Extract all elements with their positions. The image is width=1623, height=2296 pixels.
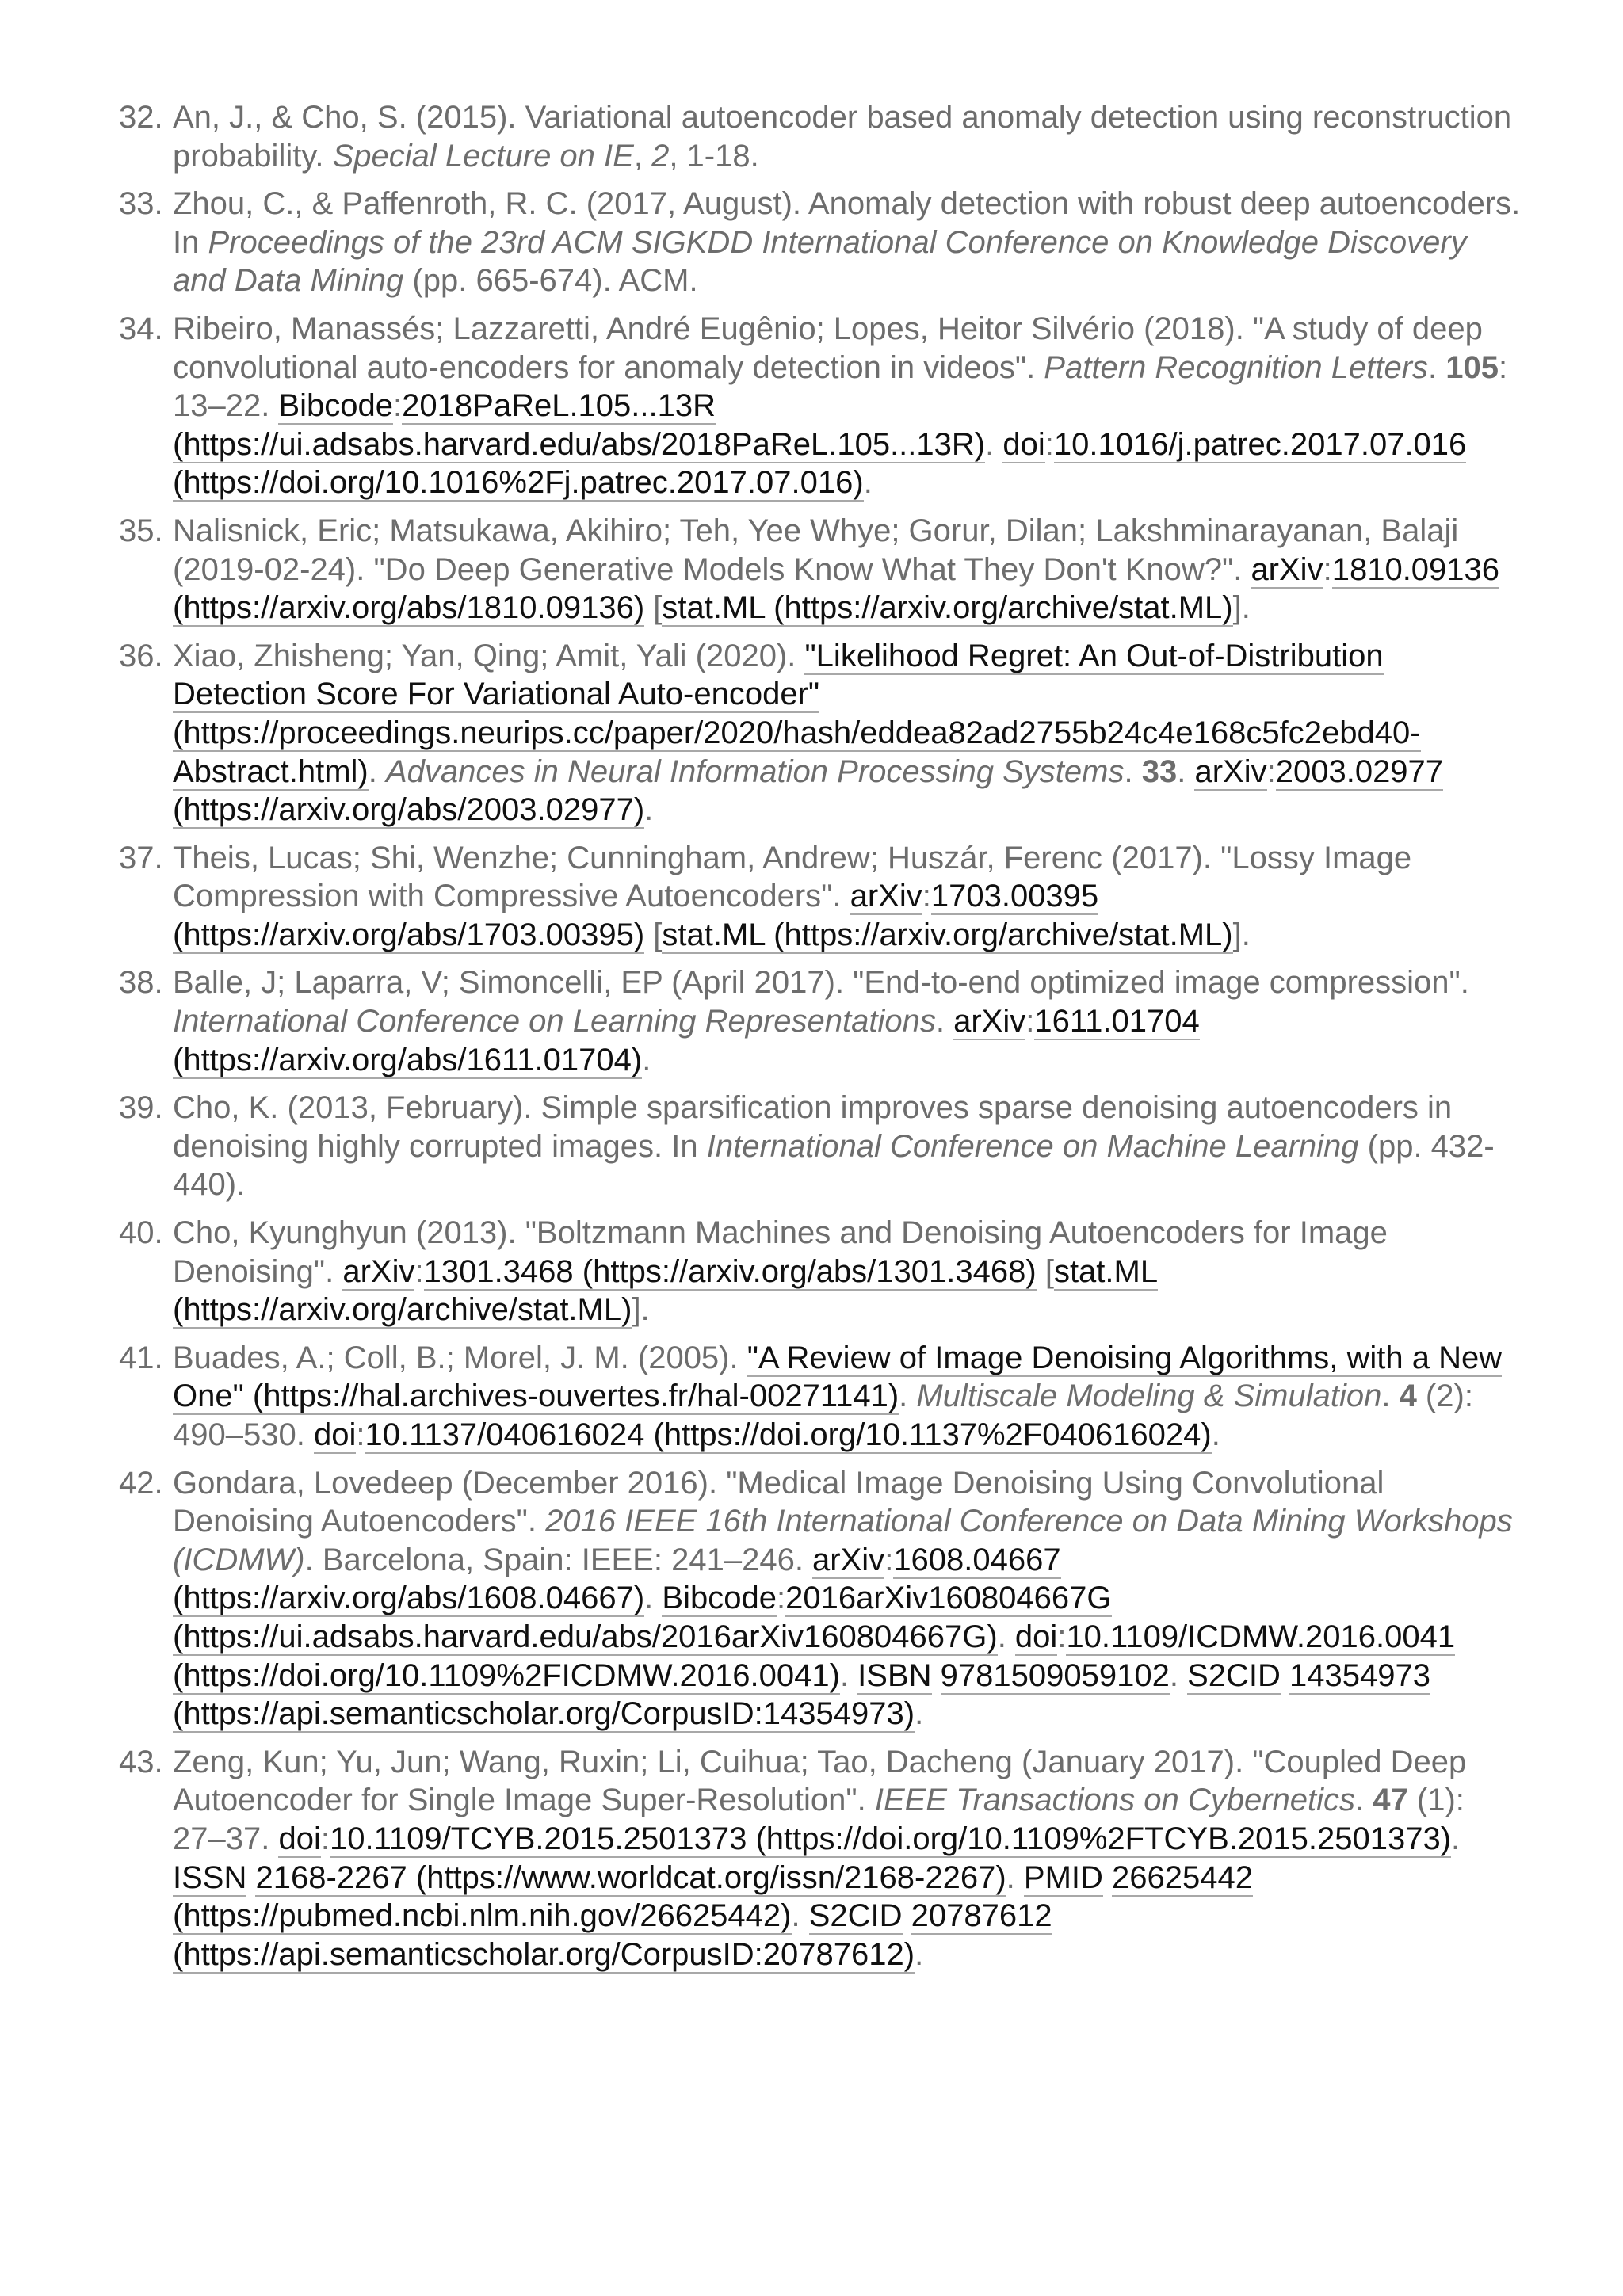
reference-link[interactable]: 1608.04667 (https://arxiv.org/abs/1608.04667) xyxy=(173,1542,1061,1616)
reference-text: Theis, Lucas; Shi, Wenzhe; Cunningham, Andrew; Huszár, Ferenc (2017). "Lossy Image Compression with Compressive Autoencoders". xyxy=(173,840,1412,914)
reference-link[interactable]: Bibcode xyxy=(662,1581,777,1616)
reference-venue-text: Advances in Neural Information Processing Systems xyxy=(385,753,1125,789)
reference-link[interactable]: 1611.01704 (https://arxiv.org/abs/1611.01704) xyxy=(173,1004,1200,1077)
reference-text: : xyxy=(1266,753,1276,789)
reference-venue-text: Proceedings of the 23rd ACM SIGKDD International Conference on Knowledge Discovery and Data Mining xyxy=(173,224,1467,299)
reference-item xyxy=(119,1743,1522,1974)
reference-text: . xyxy=(1124,753,1142,789)
reference-text: . xyxy=(1006,1859,1024,1895)
reference-number: 39. xyxy=(119,1090,163,1126)
reference-item xyxy=(119,963,1522,1079)
reference-text: . xyxy=(644,1581,663,1616)
reference-volume-text: 105 xyxy=(1445,349,1499,385)
reference-text: : xyxy=(414,1253,424,1289)
reference-text: . xyxy=(985,426,1003,462)
reference-number: 43. xyxy=(119,1744,163,1779)
reference-text: Cho, Kyunghyun (2013). "Boltzmann Machines and Denoising Autoencoders for Image Denoising". xyxy=(173,1215,1388,1289)
reference-text: . xyxy=(1451,1821,1461,1856)
reference-text: : xyxy=(320,1821,330,1856)
reference-link[interactable]: 10.1016/j.patrec.2017.07.016 (https://doi.org/10.1016%2Fj.patrec.2017.07.016) xyxy=(173,426,1467,501)
reference-link[interactable]: 10.1109/TCYB.2015.2501373 (https://doi.org/10.1109%2FTCYB.2015.2501373) xyxy=(329,1821,1452,1856)
reference-text: ]. xyxy=(1232,917,1251,952)
reference-text: . xyxy=(915,1696,924,1732)
reference-link[interactable]: Bibcode xyxy=(278,388,394,424)
reference-link[interactable]: arXiv xyxy=(812,1542,885,1577)
reference-venue-text: 2016 IEEE 16th International Conference on Data Mining Workshops (ICDMW) xyxy=(173,1504,1513,1577)
reference-text: . xyxy=(839,1657,858,1693)
reference-text: ]. xyxy=(1232,590,1251,626)
reference-text: . xyxy=(1211,1417,1220,1452)
reference-text: : xyxy=(922,879,931,914)
reference-link[interactable]: S2CID xyxy=(1187,1657,1281,1693)
reference-item xyxy=(119,1339,1522,1455)
reference-link[interactable]: doi xyxy=(1002,426,1045,462)
reference-text: . xyxy=(644,792,654,828)
reference-venue-text: Multiscale Modeling & Simulation xyxy=(916,1379,1382,1414)
reference-link[interactable]: 10.1109/ICDMW.2016.0041 (https://doi.org/10.1109%2FICDMW.2016.0041) xyxy=(173,1619,1456,1693)
reference-link[interactable]: "A Review of Image Denoising Algorithms, with a New One" (https://hal.archives-ouvertes.fr/hal-00271141) xyxy=(173,1340,1503,1414)
reference-text: Ribeiro, Manassés; Lazzaretti, André Eugênio; Lopes, Heitor Silvério (2018). "A study of deep convolutional auto-encoders for anomaly detection in videos". xyxy=(173,311,1483,385)
reference-number: 35. xyxy=(119,513,163,548)
references-list xyxy=(119,98,1522,1983)
reference-text: . xyxy=(997,1619,1015,1654)
reference-text: (2): 490–530. xyxy=(173,1379,1473,1452)
reference-volume-text: 33 xyxy=(1141,753,1178,789)
reference-item xyxy=(119,98,1522,175)
reference-text: . xyxy=(935,1004,954,1039)
reference-text xyxy=(903,1898,911,1933)
reference-text: . xyxy=(863,465,873,501)
reference-item xyxy=(119,310,1522,502)
reference-venue-text: Pattern Recognition Letters xyxy=(1044,349,1429,385)
reference-link[interactable]: PMID xyxy=(1023,1859,1103,1895)
reference-text: , xyxy=(633,138,652,174)
reference-text: Zeng, Kun; Yu, Jun; Wang, Ruxin; Li, Cuihua; Tao, Dacheng (January 2017). "Coupled Deep Autoencoder for Single Image Super-Resolution". xyxy=(173,1744,1467,1818)
reference-link[interactable]: stat.ML (https://arxiv.org/archive/stat.ML) xyxy=(662,590,1233,626)
reference-item xyxy=(119,1089,1522,1204)
reference-text: : xyxy=(1057,1619,1067,1654)
reference-text: Gondara, Lovedeep (December 2016). "Medical Image Denoising Using Convolutional Denoising Autoencoders". xyxy=(173,1465,1384,1539)
reference-text: : xyxy=(1044,426,1054,462)
reference-link[interactable]: 20787612 (https://api.semanticscholar.org/CorpusID:20787612) xyxy=(173,1898,1052,1972)
reference-link[interactable]: arXiv xyxy=(1194,753,1267,789)
reference-venue-text: 2 xyxy=(651,138,670,174)
reference-link[interactable]: 1301.3468 (https://arxiv.org/abs/1301.3468) xyxy=(423,1253,1037,1289)
reference-link[interactable]: 1810.09136 (https://arxiv.org/abs/1810.09136) xyxy=(173,551,1500,626)
reference-text: : xyxy=(1323,551,1332,587)
reference-text: . xyxy=(1428,349,1446,385)
reference-venue-text: International Conference on Learning Representations xyxy=(173,1004,936,1039)
reference-text: [ xyxy=(644,917,663,952)
reference-text: . xyxy=(1177,753,1195,789)
reference-text: . xyxy=(899,1379,917,1414)
reference-link[interactable]: 9781509059102 xyxy=(940,1657,1170,1693)
reference-number: 34. xyxy=(119,311,163,346)
reference-text: : 13–22. xyxy=(173,349,1508,424)
reference-link[interactable]: stat.ML (https://arxiv.org/archive/stat.ML) xyxy=(662,917,1233,952)
reference-venue-text: Special Lecture on IE xyxy=(332,138,634,174)
reference-text: Buades, A.; Coll, B.; Morel, J. M. (2005). xyxy=(173,1340,747,1375)
reference-link[interactable]: arXiv xyxy=(342,1253,415,1289)
reference-text: , 1-18. xyxy=(669,138,759,174)
reference-text: (1): 27–37. xyxy=(173,1783,1465,1856)
reference-text: . xyxy=(791,1898,809,1934)
reference-volume-text: 47 xyxy=(1373,1783,1408,1818)
reference-item xyxy=(119,637,1522,830)
reference-text: : xyxy=(356,1417,365,1452)
reference-link[interactable]: ISSN xyxy=(173,1859,247,1895)
reference-text xyxy=(246,1860,255,1895)
reference-text: . xyxy=(915,1936,924,1972)
reference-item xyxy=(119,1464,1522,1733)
reference-text: Nalisnick, Eric; Matsukawa, Akihiro; Teh, Yee Whye; Gorur, Dilan; Lakshminarayanan, Balaji (2019-02-24). "Do Deep Generative Models Know What They Don't Know?". xyxy=(173,513,1459,587)
reference-text: : xyxy=(1025,1004,1035,1039)
reference-number: 36. xyxy=(119,638,163,673)
reference-link[interactable]: 2018PaReL.105...13R (https://ui.adsabs.harvard.edu/abs/2018PaReL.105...13R) xyxy=(173,388,986,462)
reference-text: . xyxy=(1355,1783,1373,1818)
reference-text: [ xyxy=(644,590,663,626)
reference-link[interactable]: 26625442 (https://pubmed.ncbi.nlm.nih.gov/26625442) xyxy=(173,1859,1253,1934)
reference-link[interactable]: stat.ML (https://arxiv.org/archive/stat.ML) xyxy=(173,1253,1159,1328)
reference-text xyxy=(1103,1860,1112,1895)
reference-text: . xyxy=(1381,1379,1400,1414)
reference-text: . xyxy=(1169,1657,1188,1693)
reference-number: 40. xyxy=(119,1215,163,1251)
reference-text: ]. xyxy=(632,1292,650,1328)
reference-number: 33. xyxy=(119,186,163,222)
reference-volume-text: 4 xyxy=(1399,1379,1417,1414)
reference-link[interactable]: 10.1137/040616024 (https://doi.org/10.1137%2F040616024) xyxy=(365,1417,1212,1452)
reference-item xyxy=(119,512,1522,627)
reference-link[interactable]: 2003.02977 (https://arxiv.org/abs/2003.02977) xyxy=(173,753,1444,828)
reference-link[interactable]: S2CID xyxy=(808,1898,903,1934)
reference-link[interactable]: doi xyxy=(313,1417,357,1452)
reference-number: 41. xyxy=(119,1340,163,1375)
reference-item xyxy=(119,839,1522,955)
reference-item xyxy=(119,185,1522,300)
reference-link[interactable]: 2168-2267 (https://www.worldcat.org/issn/2168-2267) xyxy=(255,1859,1006,1895)
reference-link[interactable]: arXiv xyxy=(953,1004,1026,1039)
reference-item xyxy=(119,1214,1522,1329)
reference-text: : xyxy=(884,1542,894,1577)
reference-number: 38. xyxy=(119,965,163,1001)
reference-text: An, J., & Cho, S. (2015). Variational autoencoder based anomaly detection using reconstruction probability. xyxy=(173,100,1512,174)
reference-link[interactable]: arXiv xyxy=(1251,551,1323,587)
reference-number: 32. xyxy=(119,100,163,135)
reference-link[interactable]: 14354973 (https://api.semanticscholar.org/CorpusID:14354973) xyxy=(173,1657,1430,1732)
reference-text: . xyxy=(642,1042,651,1077)
reference-venue-text: IEEE Transactions on Cybernetics xyxy=(874,1783,1356,1818)
reference-text: . Barcelona, Spain: IEEE: 241–246. xyxy=(304,1542,813,1577)
reference-text: . xyxy=(368,753,386,789)
reference-text: Zhou, C., & Paffenroth, R. C. (2017, August). Anomaly detection with robust deep autoencoders. In xyxy=(173,186,1521,260)
reference-text: Xiao, Zhisheng; Yan, Qing; Amit, Yali (2020). xyxy=(173,638,805,673)
reference-link[interactable]: doi xyxy=(278,1821,321,1856)
reference-link[interactable]: arXiv xyxy=(850,879,922,914)
reference-link[interactable]: 1703.00395 (https://arxiv.org/abs/1703.00395) xyxy=(173,879,1099,952)
reference-text xyxy=(1281,1658,1289,1693)
reference-text: : xyxy=(393,388,403,424)
reference-text: (pp. 665-674). ACM. xyxy=(403,263,698,299)
reference-link[interactable]: 2016arXiv160804667G (https://ui.adsabs.harvard.edu/abs/2016arXiv160804667G) xyxy=(173,1581,1112,1654)
reference-link[interactable]: "Likelihood Regret: An Out-of-Distribution Detection Score For Variational Auto-encoder" (https://proceedings.neurips.cc/paper/2020/hash/eddea82ad2755b24c4e168c5fc2ebd40-Abstract.html) xyxy=(173,638,1421,789)
reference-link[interactable]: ISBN xyxy=(857,1657,932,1693)
reference-text: [ xyxy=(1036,1253,1054,1289)
reference-text: Cho, K. (2013, February). Simple sparsification improves sparse denoising autoencoders in denoising highly corrupted images. In xyxy=(173,1090,1453,1164)
reference-text: Balle, J; Laparra, V; Simoncelli, EP (April 2017). "End-to-end optimized image compression". xyxy=(173,965,1469,1001)
reference-number: 42. xyxy=(119,1465,163,1501)
reference-text: (pp. 432-440). xyxy=(173,1128,1495,1203)
reference-number: 37. xyxy=(119,840,163,875)
reference-venue-text: International Conference on Machine Learning xyxy=(706,1128,1359,1164)
reference-text xyxy=(932,1658,941,1693)
reference-text: : xyxy=(776,1581,786,1616)
reference-link[interactable]: doi xyxy=(1014,1619,1058,1654)
